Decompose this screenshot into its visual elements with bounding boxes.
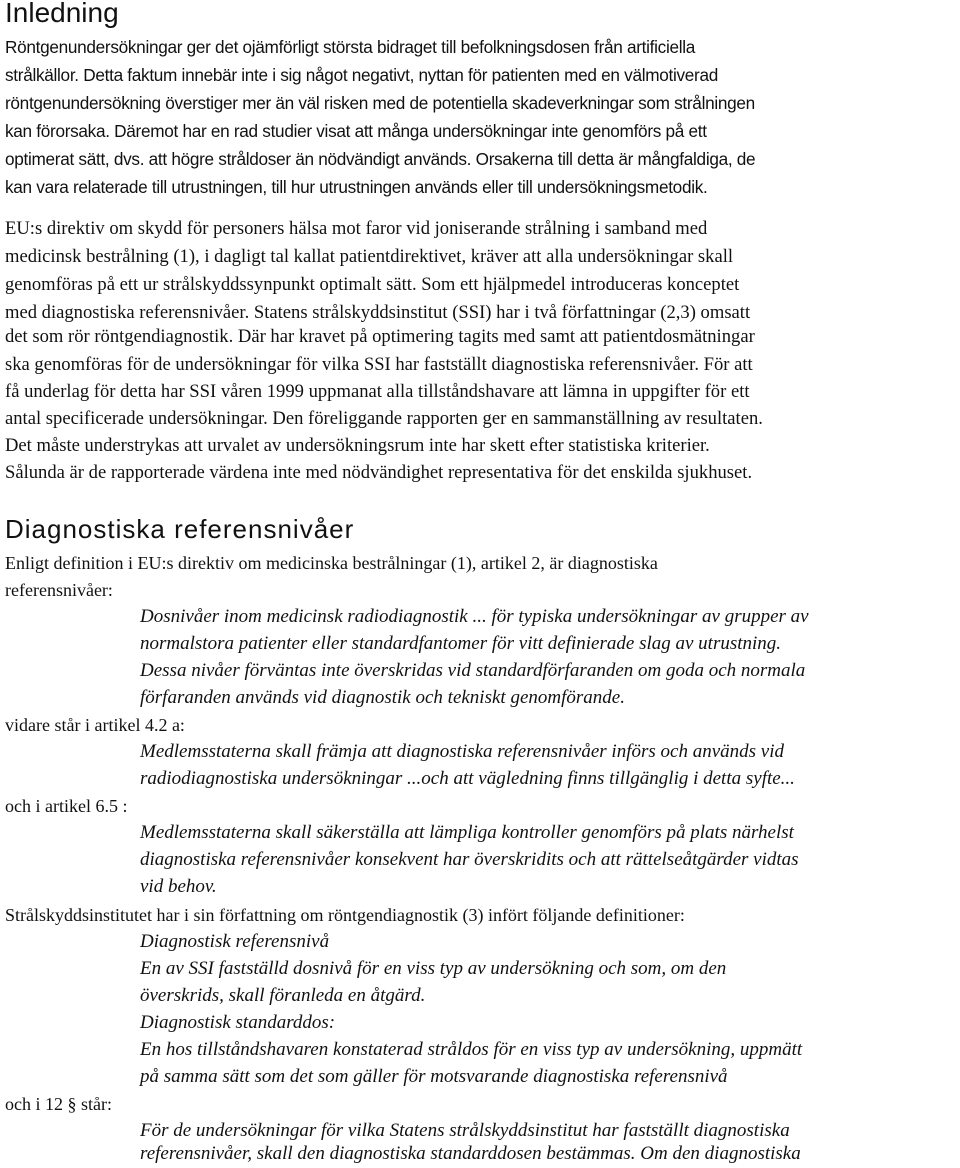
para2-line-2: medicinsk bestrålning (1), i dagligt tal kallat patientdirektivet, kräver att alla undersökningar skall [5,246,734,267]
def2-line-1: En hos tillståndshavaren konstaterad stråldos för en viss typ av undersökning, uppmätt [140,1039,803,1060]
para1-line-5: optimerat sätt, dvs. att högre stråldoser än nödvändigt används. Orsakerna till detta är mångfaldiga, de [5,149,756,169]
quote3-line-3: vid behov. [140,876,217,897]
quote3-line-2: diagnostiska referensnivåer konsekvent har överskridits och att rättelseåtgärder vidtas [140,849,799,870]
heading-diagnostiska-referensnivaer: Diagnostiska referensnivåer [5,514,355,544]
para1-line-1: Röntgenundersökningar ger det ojämförligt största bidraget till befolkningsdosen från artificiella [5,37,696,57]
heading-inledning: Inledning [5,0,119,28]
quote2-line-1: Medlemsstaterna skall främja att diagnostiska referensnivåer införs och används vid [140,741,784,762]
para2-line-4: med diagnostiska referensnivåer. Statens strålskyddsinstitut (SSI) har i två författningar (2,3) omsatt [5,302,751,323]
quote1-line-2: normalstora patienter eller standardfantomer för vitt definierade slag av utrustning. [140,633,782,654]
lead-definitioner: Strålskyddsinstitutet har i sin författning om röntgendiagnostik (3) infört följande definitioner: [5,905,685,925]
intro-line-1: Enligt definition i EU:s direktiv om medicinska bestrålningar (1), artikel 2, är diagnostiska [5,553,658,573]
para2-line-7: få underlag för detta har SSI våren 1999 uppmanat alla tillståndshavare att lämna in uppgifter för ett [5,381,750,402]
lead-12-paragraf: och i 12 § står: [5,1094,112,1114]
para1-line-4: kan förorsaka. Däremot har en rad studier visat att många undersökningar inte genomförs på ett [5,121,707,141]
def2-line-2: på samma sätt som det som gäller för motsvarande diagnostiska referensnivå [140,1066,728,1087]
def1-line-2: överskrids, skall föranleda en åtgärd. [140,985,426,1006]
para2-line-8: antal specificerade undersökningar. Den föreliggande rapporten ger en sammanställning av resultaten. [5,408,763,429]
lead-artikel-4-2: vidare står i artikel 4.2 a: [5,715,185,735]
def2-term: Diagnostisk standarddos: [140,1012,336,1033]
para1-line-6: kan vara relaterade till utrustningen, till hur utrustningen används eller till undersökningsmetodik. [5,177,708,197]
quote4-line-1: För de undersökningar för vilka Statens strålskyddsinstitut har fastställt diagnostiska [140,1120,790,1141]
quote2-line-2: radiodiagnostiska undersökningar ...och att vägledning finns tillgänglig i detta syfte... [140,768,795,789]
def1-term: Diagnostisk referensnivå [140,931,330,952]
quote1-line-4: förfaranden används vid diagnostik och tekniskt genomförande. [140,687,625,708]
intro-line-2: referensnivåer: [5,580,113,600]
para2-line-5: det som rör röntgendiagnostik. Där har kravet på optimering tagits med samt att patientdosmätningar [5,326,755,347]
lead-artikel-6-5: och i artikel 6.5 : [5,796,128,816]
quote3-line-1: Medlemsstaterna skall säkerställa att lämpliga kontroller genomförs på plats närhelst [140,822,794,843]
para2-line-1: EU:s direktiv om skydd för personers hälsa mot faror vid joniserande strålning i samband med [5,218,708,239]
def1-line-1: En av SSI fastställd dosnivå för en viss typ av undersökning och som, om den [140,958,727,979]
para1-line-2: strålkällor. Detta faktum innebär inte i sig något negativt, nyttan för patienten med en välmotiverad [5,65,718,85]
para2-line-9: Det måste understrykas att urvalet av undersökningsrum inte har skett efter statistiska kriterier. [5,435,710,456]
quote1-line-3: Dessa nivåer förväntas inte överskridas vid standardförfaranden om goda och normala [140,660,806,681]
para2-line-6: ska genomföras för de undersökningar för vilka SSI har fastställt diagnostiska referensnivåer. För att [5,354,753,375]
para2-line-10: Sålunda är de rapporterade värdena inte med nödvändighet representativa för det enskilda sjukhuset. [5,462,753,483]
quote4-line-2: referensnivåer, skall den diagnostiska standarddosen bestämmas. Om den diagnostiska [140,1143,801,1164]
quote1-line-1: Dosnivåer inom medicinsk radiodiagnostik ... för typiska undersökningar av grupper av [140,606,809,627]
para2-line-3: genomföras på ett ur strålskyddssynpunkt optimalt sätt. Som ett hjälpmedel introduceras konceptet [5,274,740,295]
para1-line-3: röntgenundersökning överstiger mer än väl risken med de potentiella skadeverkningar som strålningen [5,93,755,113]
